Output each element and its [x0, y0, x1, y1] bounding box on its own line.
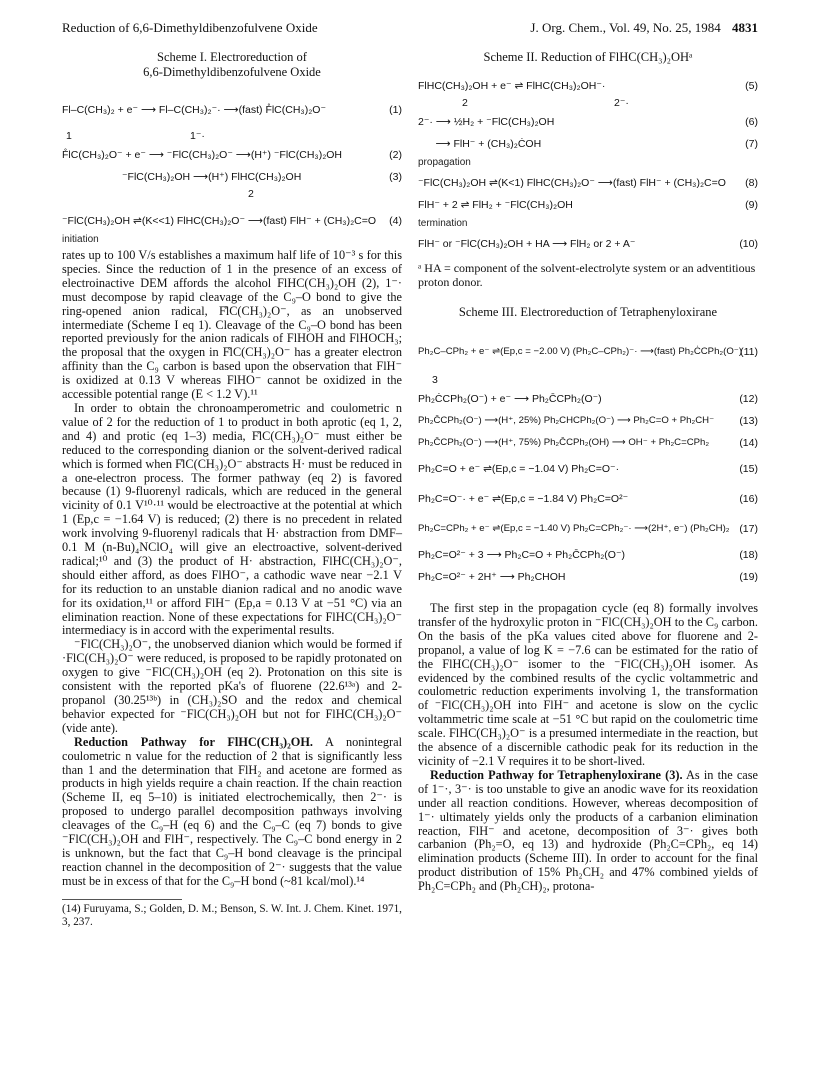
- equation-19: [418, 566, 758, 588]
- equation-6-text: 2⁻· ⟶ ½H₂ + ⁻FlC(CH₃)₂OH: [418, 116, 555, 128]
- equation-15: [418, 454, 758, 484]
- equation-3-text: ⁻FlC(CH₃)₂OH ⟶(H⁺) FlHC(CH₃)₂OH: [122, 171, 302, 183]
- equation-14: [418, 432, 758, 454]
- scheme2-footnote: ᵃ HA = component of the solvent-electrolyte system or an adventitious proton donor.: [418, 261, 756, 289]
- equation-4: [62, 210, 402, 232]
- running-header-journal: [530, 20, 758, 36]
- equation-5-text: FlHC(CH₃)₂OH + e⁻ ⇌ FlHC(CH₃)₂OH⁻·: [418, 80, 606, 92]
- left-paragraph-3: ⁻FlC(CH₃)₂O⁻, the unobserved dianion which would be formed if ·FlC(CH₃)₂O⁻ were reduced, is proposed to be rapidly protonated on oxygen to give ⁻FlC(CH₃)₂OH (eq 2). Protonation on this site is consistent with the reported pKa's of fluorene (22.6¹³ᵃ) and 2-propanol (30.25¹³ᵇ) in (CH₃)₂SO and the redox and chemical behavior expected for ⁻FlC(CH₃)₂OH but not for FlHC(CH₃)₂O⁻ (vide ante).: [62, 637, 402, 735]
- compound-label-2: 2: [248, 188, 254, 200]
- equation-9-text: FlH⁻ + 2 ⇌ FlH₂ + ⁻FlC(CH₃)₂OH: [418, 199, 573, 211]
- equation-15-number: (15): [739, 463, 758, 475]
- running-header-title: Reduction of 6,6-Dimethyldibenzofulvene Oxide: [62, 20, 318, 35]
- left-paragraph-1: rates up to 100 V/s establishes a maximum half life of 10⁻³ s for this species. Since the reduction of 1 in the presence of an excess of electroinactive DEM affords the alcohol FlHC(CH₃)₂OH (2), 1⁻· must decompose by rapid cleavage of the C₉–O bond to give the ring-opened anion radical, F̊lC(CH₃)₂O⁻, as an unobserved intermediate (Scheme I eq 1). Cleavage of the C₉–O bond has been reported previously for the anion radicals of FlHOH and FlHOCH₃; the proposal that the oxygen in F̊lC(CH₃)₂O⁻ has a greater electron affinity than the C₉ carbon is based upon the observation that FlH⁻ is oxidized at 0.13 V whereas FlHO⁻ cannot be oxidized in the accessible potential range (E < 1.2 V).¹¹: [62, 248, 402, 402]
- equation-17: [418, 514, 758, 544]
- equation-10-text: FlH⁻ or ⁻FlC(CH₃)₂OH + HA ⟶ FlH₂ or 2 + A⁻: [418, 238, 636, 250]
- compound-label-2-radical: 2⁻·: [614, 97, 629, 109]
- equation-4-number: (4): [389, 215, 402, 227]
- scheme2-title: Scheme II. Reduction of FlHC(CH₃)₂OHᵃ: [483, 50, 693, 64]
- scheme3-label-3: [418, 374, 758, 388]
- equation-1-text: Fl–C(CH₃)₂ + e⁻ ⟶ Fl–C(CH₃)₂⁻· ⟶(fast) F̊lC(CH₃)₂O⁻: [62, 104, 326, 116]
- equation-7-text: ⟶ FlH⁻ + (CH₃)₂ĊOH: [418, 138, 542, 150]
- equation-5-number: (5): [745, 80, 758, 92]
- equation-8-number: (8): [745, 177, 758, 189]
- right-column: [418, 50, 758, 894]
- equation-18-number: (18): [739, 549, 758, 561]
- equation-16-number: (16): [739, 493, 758, 505]
- equation-18: [418, 544, 758, 566]
- equation-11: [418, 330, 758, 374]
- equation-3: [62, 166, 402, 188]
- compound-label-1-radical: 1⁻·: [190, 130, 205, 142]
- equation-3-number: (3): [389, 171, 402, 183]
- equation-18-text: Ph₂C=O²⁻ + 3 ⟶ Ph₂C=O + Ph₂C̄CPh₂(O⁻): [418, 549, 626, 561]
- equation-5: [418, 75, 758, 97]
- left-paragraph-2: In order to obtain the chronoamperometric and coulometric n value of 2 for the reduction of 1 to product in both aprotic (eq 1, 2, and 4) and protic (eq 1–3) media, F̊lC(CH₃)₂O⁻ must either be reduced to the corresponding dianion or the solvent-derived radical which is formed when F̊lC(CH₃)₂O⁻ abstracts H· must be reduced in a one-electron process. The former pathway (eq 2) is favored because (1) 9-fluorenyl radicals, which are reduced in the general vicinity of 0.1 V¹⁰·¹¹ would be electroactive at the potential at which 1 (Ep,c = −1.64 V) is reduced; (2) there is no precedent in related work involving 9-fluorenyl radicals that H· abstraction from DMF–0.1 M (n-Bu)₄NClO₄ will give an electroactive, solvent-derived radical;¹⁰ and (3) the product of H· abstraction, FlHC(CH₃)₂O⁻, should either afford, as does FlHO⁻, a cathodic wave near −2.1 V for its reduction to an unstable dianion radical and no anodic wave for its oxidation,¹¹ or afford FlH⁻ (Ep,a = 0.13 V at −51 °C) via an elimination reaction. None of these expectations for FlHC(CH₃)₂O⁻ intermediacy is in accord with the experimental results.: [62, 400, 402, 638]
- section-heading-flhc: Reduction Pathway for FlHC(CH₃)₂OH.: [74, 734, 313, 749]
- equation-6-number: (6): [745, 116, 758, 128]
- equation-13: [418, 410, 758, 432]
- compound-label-3: 3: [432, 374, 438, 386]
- equation-19-number: (19): [739, 571, 758, 583]
- scheme1-labels: [62, 130, 402, 144]
- scheme2-labels: [418, 97, 758, 111]
- equation-9: [418, 194, 758, 216]
- equation-7: [418, 133, 758, 155]
- equation-12-text: Ph₂ĊCPh₂(O⁻) + e⁻ ⟶ Ph₂C̄CPh₂(O⁻): [418, 393, 602, 405]
- propagation-label: propagation: [418, 157, 471, 168]
- equation-9-number: (9): [745, 199, 758, 211]
- equation-2-text: F̊lC(CH₃)₂O⁻ + e⁻ ⟶ ⁻FlC(CH₃)₂O⁻ ⟶(H⁺) ⁻FlC(CH₃)₂OH: [62, 149, 343, 161]
- right-paragraph-1: The first step in the propagation cycle (eq 8) formally involves transfer of the hydroxylic proton in ⁻FlC(CH₃)₂OH to the C₉ carbon. On the basis of the pKa values cited above for fluorene and 2-propanol, a value of log K = −7.6 can be estimated for the ratio of the FlHC(CH₃)₂O⁻ isomer to the ⁻FlC(CH₃)₂OH isomer. As evidenced by the combined results of the cyclic voltammetric and coulometric reduction experiments involving 1, the transformation of ⁻FlC(CH₃)₂OH into FlH⁻ and acetone is slow on the cyclic voltammetric time scale at −51 °C but rapid on the coulometric time scale. FlHC(CH₃)₂O⁻ is a presumed intermediate in the reaction, but the absence of a discernible cathodic peak for its reduction in the vicinity of −2.1 V requires it to be short-lived.: [418, 601, 758, 768]
- equation-1: [62, 90, 402, 130]
- equation-2: [62, 144, 402, 166]
- page-number: 4831: [732, 20, 758, 35]
- equation-4-text: ⁻FlC(CH₃)₂OH ⇌(K<<1) FlHC(CH₃)₂O⁻ ⟶(fast) FlH⁻ + (CH₃)₂C=O: [62, 215, 377, 227]
- equation-15-text: Ph₂C=O + e⁻ ⇌(Ep,c = −1.04 V) Ph₂C=O⁻·: [418, 463, 620, 475]
- initiation-label: initiation: [62, 234, 99, 245]
- equation-6: [418, 111, 758, 133]
- equation-1-number: (1): [389, 104, 402, 116]
- equation-16-text: Ph₂C=O⁻· + e⁻ ⇌(Ep,c = −1.84 V) Ph₂C=O²⁻: [418, 493, 629, 505]
- termination-label: termination: [418, 218, 468, 229]
- equation-11-text: Ph₂C–CPh₂ + e⁻ ⇌(Ep,c = −2.00 V) (Ph₂C–CPh₂)⁻· ⟶(fast) Ph₂ĊCPh₂(O⁻): [418, 346, 743, 357]
- left-paragraph-4-body: A nonintegral coulometric n value for the reduction of 2 that is significantly less than 1 and the determination that FlH₂ and acetone are formed as products in high yields require a chain reaction. If the chain reaction (Scheme II, eq 5–10) is initiated electrochemically, then 2⁻· is proposed to undergo parallel decomposition pathways involving cleavages of the C₉–H (eq 6) and the C₉–C (eq 7) bonds to give ⁻FlC(CH₃)₂OH and FlH⁻, respectively. The C₉–C bond energy in 2 is unknown, but the fact that C₉–H bond cleavage is the principal reaction channel in the decomposition of 2⁻· suggests that the value must be in excess of that for the C₉–H bond (~81 kcal/mol).¹⁴: [62, 734, 402, 888]
- scheme3-title: Scheme III. Electroreduction of Tetraphenyloxirane: [458, 305, 718, 319]
- equation-17-number: (17): [739, 523, 758, 535]
- equation-16: [418, 484, 758, 514]
- equation-10: [418, 233, 758, 255]
- compound-label-2b: 2: [462, 97, 468, 109]
- section-heading-tetraphenyloxirane: Reduction Pathway for Tetraphenyloxirane (3).: [430, 767, 683, 782]
- right-paragraph-2: [418, 769, 758, 894]
- right-paragraph-2-body: As in the case of 1⁻·, 3⁻· is too unstable to give an anodic wave for its reoxidation under all reaction conditions. However, whereas decomposition of 1⁻· ultimately yields only the products of a carbanion elimination reaction, FlH⁻ and acetone, decomposition of 3⁻· gives both carbanion (Ph₂=O, eq 13) and hydroxide (Ph₂C=CPh₂, eq 14) elimination products (Scheme III). In order to account for the final product distribution of 15% Ph₂CH₂ and 47% combined yields of Ph₂C=CPh₂ and (Ph₂CH)₂, protona-: [418, 767, 758, 894]
- equation-8-text: ⁻FlC(CH₃)₂OH ⇌(K<1) FlHC(CH₃)₂O⁻ ⟶(fast) FlH⁻ + (CH₃)₂C=O: [418, 177, 726, 189]
- scheme1-title-line1: Scheme I. Electroreduction of: [157, 50, 307, 64]
- left-column: [62, 50, 402, 929]
- left-paragraph-4: [62, 736, 402, 889]
- compound-label-1: 1: [66, 130, 72, 142]
- equation-7-number: (7): [745, 138, 758, 150]
- equation-12: [418, 388, 758, 410]
- scheme1-label-2: [62, 188, 402, 202]
- footnote-14: (14) Furuyama, S.; Golden, D. M.; Benson, S. W. Int. J. Chem. Kinet. 1971, 3, 237.: [62, 902, 402, 928]
- equation-19-text: Ph₂C=O²⁻ + 2H⁺ ⟶ Ph₂CHOH: [418, 571, 566, 583]
- equation-11-number: (11): [740, 346, 758, 358]
- equation-14-text: Ph₂C̄CPh₂(O⁻) ⟶(H⁺, 75%) Ph₂C̄CPh₂(OH) ⟶ OH⁻ + Ph₂C=CPh₂: [418, 437, 710, 448]
- equation-12-number: (12): [739, 393, 758, 405]
- scheme1-title-line2: 6,6-Dimethyldibenzofulvene Oxide: [143, 65, 321, 79]
- equation-17-text: Ph₂C=CPh₂ + e⁻ ⇌(Ep,c = −1.40 V) Ph₂C=CPh₂⁻· ⟶(2H⁺, e⁻) (Ph₂CH)₂: [418, 523, 730, 534]
- equation-2-number: (2): [389, 149, 402, 161]
- equation-13-text: Ph₂C̄CPh₂(O⁻) ⟶(H⁺, 25%) Ph₂CHCPh₂(O⁻) ⟶ Ph₂C=O + Ph₂CH⁻: [418, 415, 715, 426]
- scheme1-title: [62, 50, 402, 80]
- journal-citation: J. Org. Chem., Vol. 49, No. 25, 1984: [530, 20, 721, 35]
- equation-14-number: (14): [739, 437, 758, 449]
- equation-13-number: (13): [739, 415, 758, 427]
- equation-8: [418, 172, 758, 194]
- equation-10-number: (10): [739, 238, 758, 250]
